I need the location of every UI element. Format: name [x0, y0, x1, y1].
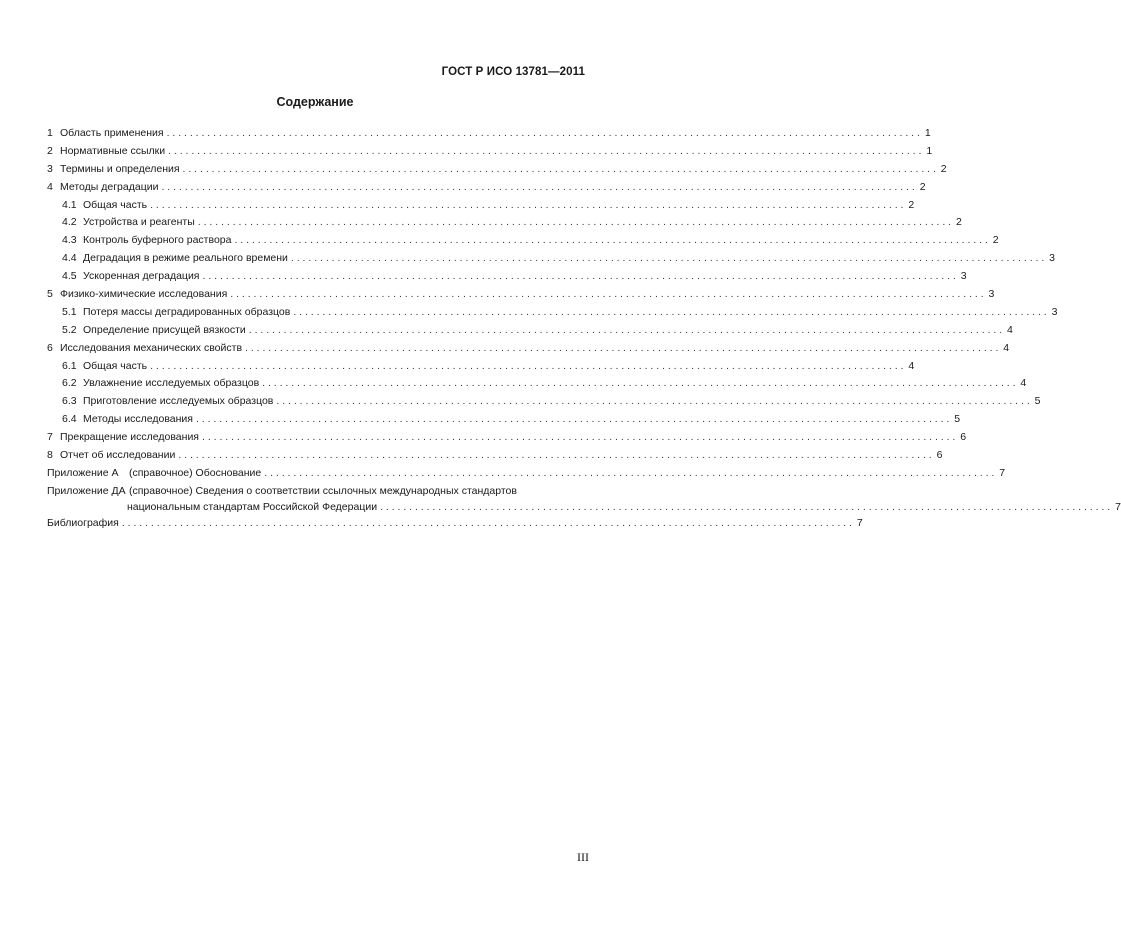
appendix-a-page: 7: [999, 466, 1006, 479]
toc-entry-title: Методы деградации: [60, 180, 159, 193]
toc-entry[interactable]: [47, 143, 933, 161]
toc-entry-title: Термины и определения: [60, 162, 180, 175]
toc-entry-number: 3: [47, 162, 53, 175]
dot-leader: ..................................................................................................................................: [161, 180, 918, 193]
toc-entry-title: Контроль буферного раствора: [83, 234, 232, 247]
toc-entry-number: 4: [47, 180, 53, 193]
toc-entry[interactable]: [47, 197, 915, 215]
appendix-da-title-line-2: национальным стандартам Российской Федерации: [127, 500, 378, 513]
toc-entry-page: 1: [924, 127, 931, 139]
dot-leader: ..................................................................................................................................: [248, 323, 1006, 336]
toc-entry-number: 7: [47, 431, 53, 444]
toc-entry[interactable]: [47, 268, 967, 286]
table-of-contents: [47, 125, 1121, 533]
toc-entry-number: 6.1: [62, 359, 77, 372]
toc-entry-number: 6.4: [62, 413, 77, 426]
toc-entry-page: 3: [1049, 252, 1056, 265]
toc-entry[interactable]: [47, 286, 995, 304]
dot-leader: ..................................................................................................................................: [276, 395, 1033, 408]
toc-entry[interactable]: [47, 375, 1027, 393]
toc-entry[interactable]: [47, 340, 1010, 358]
appendix-da-label: Приложение ДА: [47, 484, 126, 497]
page-folio: III: [577, 850, 589, 864]
dot-leader: ..................................................................................................................................: [234, 234, 991, 247]
toc-entry-number: 1: [47, 127, 53, 139]
toc-entry-title: Отчет об исследовании: [60, 449, 176, 462]
toc-entry[interactable]: [47, 411, 961, 429]
toc-entry-title: Устройства и реагенты: [83, 216, 195, 229]
appendix-da-title-line-1: (справочное) Сведения о соответствии ссылочных международных стандартов: [129, 484, 517, 497]
toc-entry[interactable]: [47, 447, 943, 465]
toc-entry-appendix-a[interactable]: [47, 465, 1006, 483]
toc-entry-page: 2: [919, 180, 926, 193]
toc-entry-page: 5: [954, 413, 961, 426]
dot-leader: ..................................................................................................................................: [150, 359, 907, 372]
toc-entry-number: 5: [47, 288, 53, 301]
dot-leader: ..................................................................................................................................: [293, 305, 1050, 318]
bibliography-title: Библиография: [47, 516, 119, 529]
toc-entry-page: 2: [956, 216, 962, 229]
toc-entry-page: 3: [960, 270, 967, 283]
toc-title: Содержание: [276, 95, 354, 109]
toc-entry-number: 4.2: [62, 216, 77, 229]
dot-leader: ..............................................................................................................................: [121, 516, 855, 529]
toc-entry-appendix-da[interactable]: [47, 483, 1121, 515]
toc-entry-number: 8: [47, 449, 53, 462]
toc-entry-page: 2: [992, 234, 999, 247]
toc-entry-title: Ускоренная деградация: [83, 270, 200, 283]
standard-number: ГОСТ Р ИСО 13781—2011: [441, 66, 585, 78]
appendix-da-page: 7: [1115, 500, 1121, 513]
appendix-a-title: (справочное) Обоснование: [129, 466, 262, 479]
toc-entry[interactable]: [47, 393, 1041, 411]
toc-entry[interactable]: [47, 304, 1058, 322]
toc-entry-number: 6: [47, 341, 53, 354]
dot-leader: ..................................................................................................................................: [166, 127, 923, 139]
toc-entry-number: 4.4: [62, 252, 77, 265]
toc-entry-page: 4: [1020, 377, 1027, 390]
toc-entry[interactable]: [47, 429, 967, 447]
toc-entry[interactable]: [47, 214, 962, 232]
toc-entry-page: 3: [1051, 305, 1058, 318]
toc-entry[interactable]: [47, 161, 947, 179]
toc-entry-title: Методы исследования: [83, 413, 193, 426]
dot-leader: ..............................................................................................................................: [264, 466, 998, 479]
dot-leader: ..................................................................................................................................: [262, 377, 1019, 390]
toc-entry-number: 5.2: [62, 323, 77, 336]
appendix-a-label: Приложение А: [47, 466, 119, 479]
toc-entry[interactable]: [47, 179, 926, 197]
dot-leader: ..................................................................................................................................: [195, 413, 953, 426]
toc-entry[interactable]: [47, 125, 931, 143]
toc-entry-page: 6: [960, 431, 967, 444]
toc-entry-bibliography[interactable]: [47, 515, 863, 533]
toc-entry-page: 4: [1007, 323, 1013, 336]
toc-entry-title: Деградация в режиме реального времени: [83, 252, 288, 265]
toc-entry-title: Общая часть: [83, 359, 148, 372]
toc-entry-number: 4.5: [62, 270, 77, 283]
toc-entry-title: Прекращение исследования: [60, 431, 199, 444]
toc-entry-number: 4.3: [62, 234, 77, 247]
toc-entry-number: 6.3: [62, 395, 77, 408]
toc-entry[interactable]: [47, 322, 1013, 340]
toc-entry[interactable]: [47, 358, 915, 376]
toc-entry-page: 2: [908, 198, 915, 211]
toc-entry-page: 5: [1034, 395, 1041, 408]
dot-leader: ..................................................................................................................................: [245, 341, 1002, 354]
toc-entry-title: Общая часть: [83, 198, 148, 211]
toc-entry-title: Исследования механических свойств: [60, 341, 243, 354]
toc-entry-number: 4.1: [62, 198, 77, 211]
toc-entry-page: 4: [1003, 341, 1010, 354]
bibliography-page: 7: [856, 516, 863, 529]
toc-entries: [47, 125, 1058, 465]
dot-leader: ..................................................................................................................................: [290, 252, 1048, 265]
toc-entry-title: Потеря массы деградированных образцов: [83, 305, 291, 318]
toc-entry[interactable]: [47, 232, 999, 250]
toc-entry-page: 1: [926, 144, 933, 157]
toc-entry[interactable]: [47, 250, 1056, 268]
dot-leader: ..................................................................................................................................: [168, 144, 925, 157]
dot-leader: ..................................................................................................................................: [197, 216, 954, 229]
toc-entry-title: Физико-химические исследования: [60, 288, 228, 301]
dot-leader: ..................................................................................................................................: [178, 449, 935, 462]
dot-leader: ..................................................................................................................................: [150, 198, 907, 211]
dot-leader: ..............................................................................................................................: [380, 500, 1114, 513]
dot-leader: ..................................................................................................................................: [230, 288, 987, 301]
dot-leader: ..................................................................................................................................: [182, 162, 939, 175]
toc-entry-title: Нормативные ссылки: [60, 144, 166, 157]
toc-entry-number: 2: [47, 144, 53, 157]
toc-entry-number: 5.1: [62, 305, 77, 318]
toc-entry-title: Увлажнение исследуемых образцов: [83, 377, 260, 390]
dot-leader: ..................................................................................................................................: [202, 270, 959, 283]
toc-entry-title: Область применения: [60, 127, 164, 139]
toc-entry-number: 6.2: [62, 377, 77, 390]
toc-entry-title: Приготовление исследуемых образцов: [83, 395, 274, 408]
toc-entry-page: 6: [936, 449, 943, 462]
toc-entry-page: 2: [940, 162, 947, 175]
toc-entry-title: Определение присущей вязкости: [83, 323, 246, 336]
toc-entry-page: 4: [908, 359, 915, 372]
toc-entry-page: 3: [988, 288, 995, 301]
dot-leader: ..................................................................................................................................: [202, 431, 959, 444]
